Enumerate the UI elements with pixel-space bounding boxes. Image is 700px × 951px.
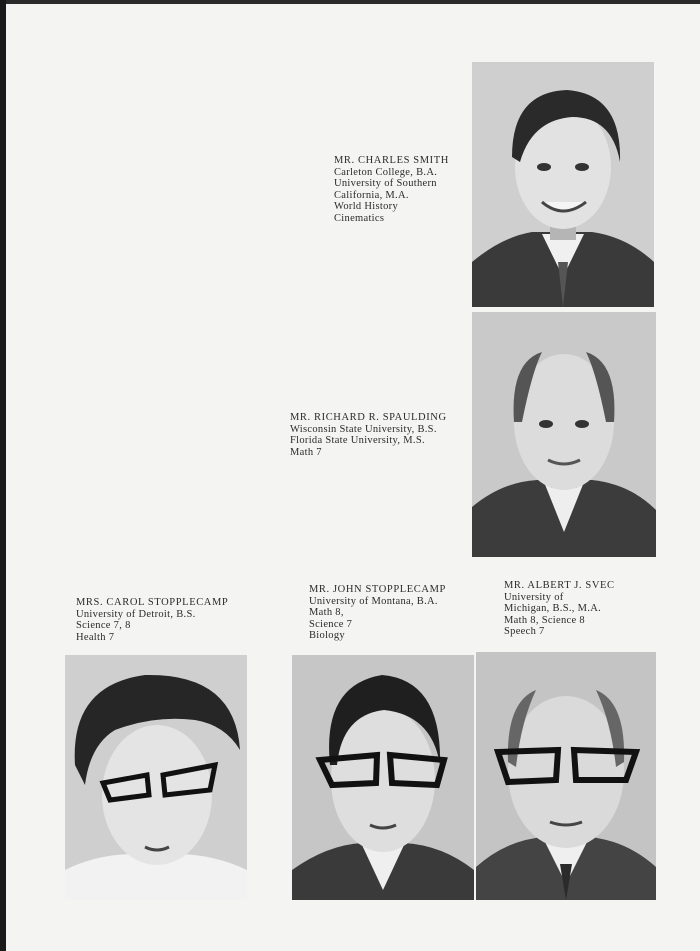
detail-line: Science 7, 8 [76,620,131,632]
teacher-name: MR. RICHARD R. SPAULDING [290,412,447,423]
detail-line: Florida State University, M.S. [290,435,425,447]
teacher-name: MR. CHARLES SMITH [334,155,449,166]
detail-line: Michigan, B.S., M.A. [504,603,602,615]
teacher-name: MR. ALBERT J. SVEC [504,580,615,591]
detail-line: Cinematics [334,212,385,224]
caption-albert-svec [504,580,615,638]
detail-line: Math 8, [309,607,344,619]
detail-line: Speech 7 [504,626,545,638]
portrait-carol-stopplecamp [65,655,247,900]
detail-line: World History [334,201,399,213]
portrait-john-stopplecamp [292,655,474,900]
detail-line: Math 8, Science 8 [504,614,585,626]
detail-line: University of Montana, B.A. [309,595,438,607]
caption-john-stopplecamp [309,584,446,642]
page-binding-edge [0,0,6,951]
detail-line: University of Southern [334,178,437,190]
detail-line: California, M.A. [334,189,409,201]
detail-line: Wisconsin State University, B.S. [290,423,437,435]
caption-richard-spaulding [290,412,447,458]
detail-line: University of [504,591,564,603]
detail-line: Health 7 [76,631,115,643]
teacher-name: MRS. CAROL STOPPLECAMP [76,597,229,608]
teacher-name: MR. JOHN STOPPLECAMP [309,584,446,595]
detail-line: Carleton College, B.A. [334,166,438,178]
caption-charles-smith [334,155,449,225]
detail-line: Science 7 [309,618,353,630]
portrait-albert-svec [476,652,656,900]
detail-line: University of Detroit, B.S. [76,608,196,620]
page-top-edge [0,0,700,4]
detail-line: Math 7 [290,446,322,458]
portrait-charles-smith [472,62,654,307]
portrait-richard-spaulding [472,312,656,557]
caption-carol-stopplecamp [76,597,228,643]
detail-line: Biology [309,630,345,642]
